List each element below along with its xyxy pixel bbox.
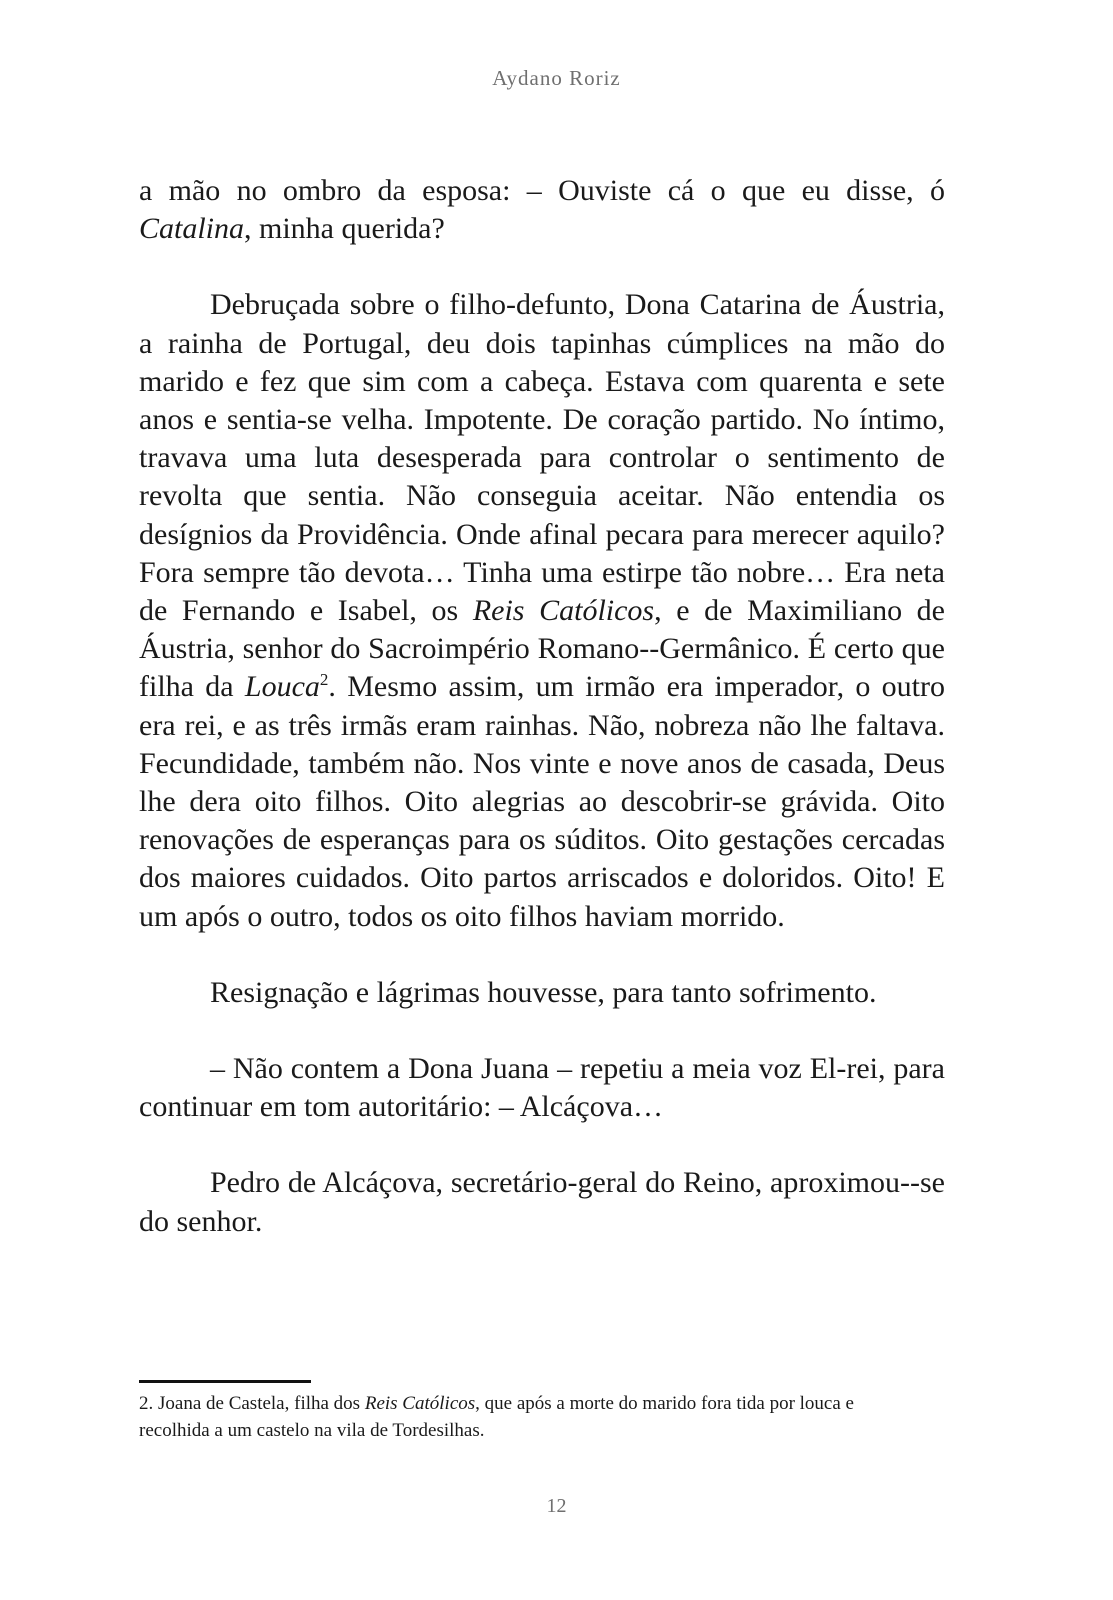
body-text [139,172,945,1241]
footnote-divider [139,1380,311,1383]
italic-reis-catolicos: Reis Católicos [472,594,655,628]
paragraph-1-text: a mão no ombro da esposa: – Ouviste cá o que eu disse, ó [139,174,945,207]
footnote [139,1390,899,1444]
paragraph-2-text-end: . Mesmo assim, um irmão era imperador, o outro era rei, e as três irmãs eram rainhas. Não, nobreza não lhe faltava. Fecundidade, também não. Nos vinte e nove anos de casada, Deus lhe dera oito filhos. Oito alegrias ao descobrir-se grávida. Oito renovações de esperanças para os súditos. Oito gestações cercadas dos maiores cuidados. Oito partos arriscados e doloridos. Oito! E um após o outro, todos os oito filhos haviam morrido. [139,670,946,933]
italic-catalina: Catalina [139,212,245,246]
paragraph-5: Pedro de Alcáçova, secretário-geral do Reino, aproximou--se do senhor. [139,1166,945,1238]
paragraph-2-text-middle: , e de Maximiliano de Áustria, senhor do Sacroimpério Romano--Germânico. É certo que filha da [139,594,945,704]
paragraph-1-text-end: , minha querida? [244,212,445,246]
footnote-text-end: , que após a morte do marido fora tida por louca e recolhida a um castelo na vila de Tordesilhas. [139,1393,854,1441]
page-number: 12 [546,1495,567,1517]
running-header-author: Aydano Roriz [492,66,621,90]
footnote-reference: 2 [319,670,329,690]
paragraph-1 [139,172,945,248]
paragraph-2 [139,286,945,935]
footnote-text: 2. Joana de Castela, filha dos [139,1393,365,1414]
paragraph-2-text: Debruçada sobre o filho-defunto, Dona Catarina de Áustria, a rainha de Portugal, deu dois tapinhas cúmplices na mão do marido e fez que sim com a cabeça. Estava com quarenta e sete anos e sentia-se velha. Impotente. De coração partido. No íntimo, travava uma luta desesperada para controlar o sentimento de revolta que sentia. Não conseguia aceitar. Não entendia os desígnios da Providência. Onde afinal pecara para merecer aquilo? Fora sempre tão devota… Tinha uma estirpe tão nobre… Era neta de Fernando e Isabel, os [139,288,945,628]
footnote-italic-reis-catolicos: Reis Católicos [364,1393,476,1414]
italic-louca: Louca [244,670,320,704]
paragraph-4: – Não contem a Dona Juana – repetiu a meia voz El-rei, para continuar em tom autoritário: – Alcáçova… [139,1052,945,1124]
paragraph-3: Resignação e lágrimas houvesse, para tanto sofrimento. [210,975,877,1009]
